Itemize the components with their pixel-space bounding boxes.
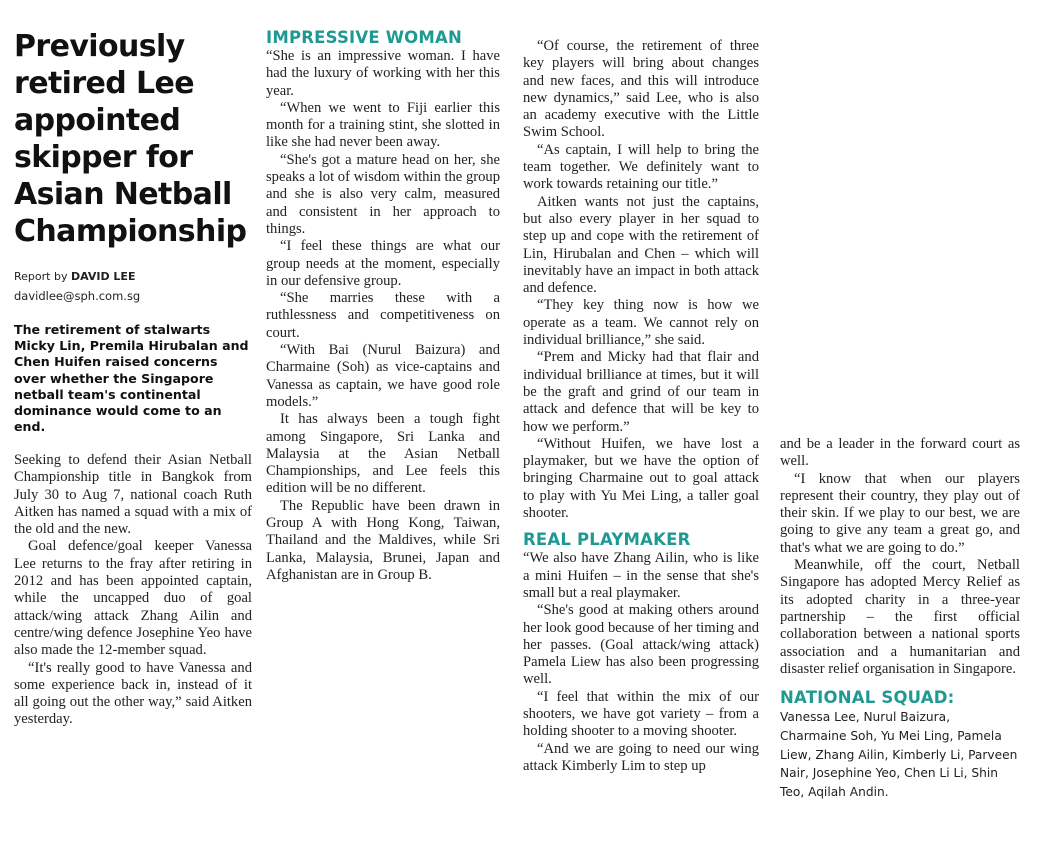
author-email: davidlee@sph.com.sg: [14, 289, 141, 303]
column-4: [780, 436, 1020, 802]
paragraph: “When we went to Fiji earlier this month for a training stint, she slotted in like she had never been away.: [266, 99, 500, 151]
standfirst: The retirement of stalwarts Micky Lin, Premila Hirubalan and Chen Huifen raised concerns over whether the Singapore netball team's continental dominance would come to an end.: [14, 322, 249, 435]
column-1: [14, 452, 252, 729]
paragraph: Aitken wants not just the captains, but also every player in her squad to step up and cope with the retirement of Lin, Hirubalan and Chen – which will inevitably have an impact in both attack and defence.: [523, 193, 759, 297]
paragraph: “And we are going to need our wing attack Kimberly Lim to step up: [523, 740, 759, 774]
paragraph: “As captain, I will help to bring the team together. We definitely want to work towards retaining our title.”: [523, 141, 759, 193]
paragraph: “She's good at making others around her look good because of her timing and her passes. (Goal attack/wing attack) Pamela Liew has also been progressing well.: [523, 602, 759, 688]
paragraph: “Without Huifen, we have lost a playmaker, but we have the option of bringing Charmaine out to goal attack to play with Yu Mei Ling, a taller goal shooter.: [523, 435, 759, 522]
byline: [14, 270, 135, 283]
subhead-national-squad: NATIONAL SQUAD:: [780, 688, 955, 708]
byline-author: DAVID LEE: [70, 270, 136, 283]
subhead-real-playmaker: REAL PLAYMAKER: [523, 530, 691, 550]
paragraph: “I know that when our players represent their country, they play out of their skin. If we play to our best, we are going to give any team a great go, and that's what we are going to do.”: [780, 470, 1020, 556]
paragraph: It has always been a tough fight among Singapore, Sri Lanka and Malaysia at the Asian Netball Championships, and Lee feels this edition will be no different.: [266, 411, 500, 497]
paragraph: Meanwhile, off the court, Netball Singapore has adopted Mercy Relief as its adopted charity in a three-year partnership – the first official collaboration between a national sports association and a humanitarian and disaster relief organisation in Singapore.: [780, 557, 1020, 677]
paragraph: “We also have Zhang Ailin, who is like a mini Huifen – in the sense that she's small but a real playmaker.: [523, 550, 759, 601]
paragraph: “It's really good to have Vanessa and some experience back in, instead of it all going out the other way,” said Aitken yesterday.: [14, 659, 252, 728]
paragraph: and be a leader in the forward court as well.: [780, 436, 1020, 470]
headline: Previously retired Lee appointed skipper for Asian Netball Championship: [14, 29, 247, 249]
byline-prefix: Report by: [14, 270, 68, 283]
paragraph: “I feel these things are what our group needs at the moment, especially in our defensive group.: [266, 238, 500, 289]
paragraph: “She is an impressive woman. I have had the luxury of working with her this year.: [266, 48, 500, 99]
paragraph: “With Bai (Nurul Baizura) and Charmaine (Soh) as vice-captains and Vanessa as captain, we have good role models.”: [266, 342, 500, 410]
paragraph: Seeking to defend their Asian Netball Championship title in Bangkok from July 30 to Aug 7, national coach Ruth Aitken has named a squad with a mix of the old and the new.: [14, 452, 252, 538]
subhead-impressive-woman: IMPRESSIVE WOMAN: [266, 28, 463, 47]
squad-list: Vanessa Lee, Nurul Baizura, Charmaine Soh, Yu Mei Ling, Pamela Liew, Zhang Ailin, Kimberly Li, Parveen Nair, Josephine Yeo, Chen Li Li, Shin Teo, Aqilah Andin.: [780, 710, 1018, 799]
paragraph: The Republic have been drawn in Group A with Hong Kong, Taiwan, Thailand and the Maldives, while Sri Lanka, Malaysia, Brunei, Japan and Afghanistan are in Group B.: [266, 497, 500, 583]
paragraph: “They key thing now is how we operate as a team. We cannot rely on individual brilliance,” she said.: [523, 297, 759, 349]
paragraph: “She's got a mature head on her, she speaks a lot of wisdom within the group and she is also very calm, measured and consistent in her approach to things.: [266, 151, 500, 237]
paragraph: “I feel that within the mix of our shooters, we have got variety – from a holding shooter to a moving shooter.: [523, 688, 759, 740]
column-3: [523, 38, 759, 775]
column-2: [266, 28, 500, 584]
paragraph: “Prem and Micky had that flair and individual brilliance at times, but it will be the graft and grind of our team in attack and defence that will be key to how we perform.”: [523, 349, 759, 435]
paragraph: Goal defence/goal keeper Vanessa Lee returns to the fray after retiring in 2012 and has been appointed captain, while the uncapped duo of goal attack/wing attack Zhang Ailin and centre/wing defence Josephine Yeo have also made the 12-member squad.: [14, 538, 252, 659]
paragraph: “Of course, the retirement of three key players will bring about changes and new faces, and this will introduce new dynamics,” said Lee, who is also an academy executive with the Little Swim School.: [523, 38, 759, 141]
paragraph: “She marries these with a ruthlessness and competitiveness on court.: [266, 290, 500, 341]
